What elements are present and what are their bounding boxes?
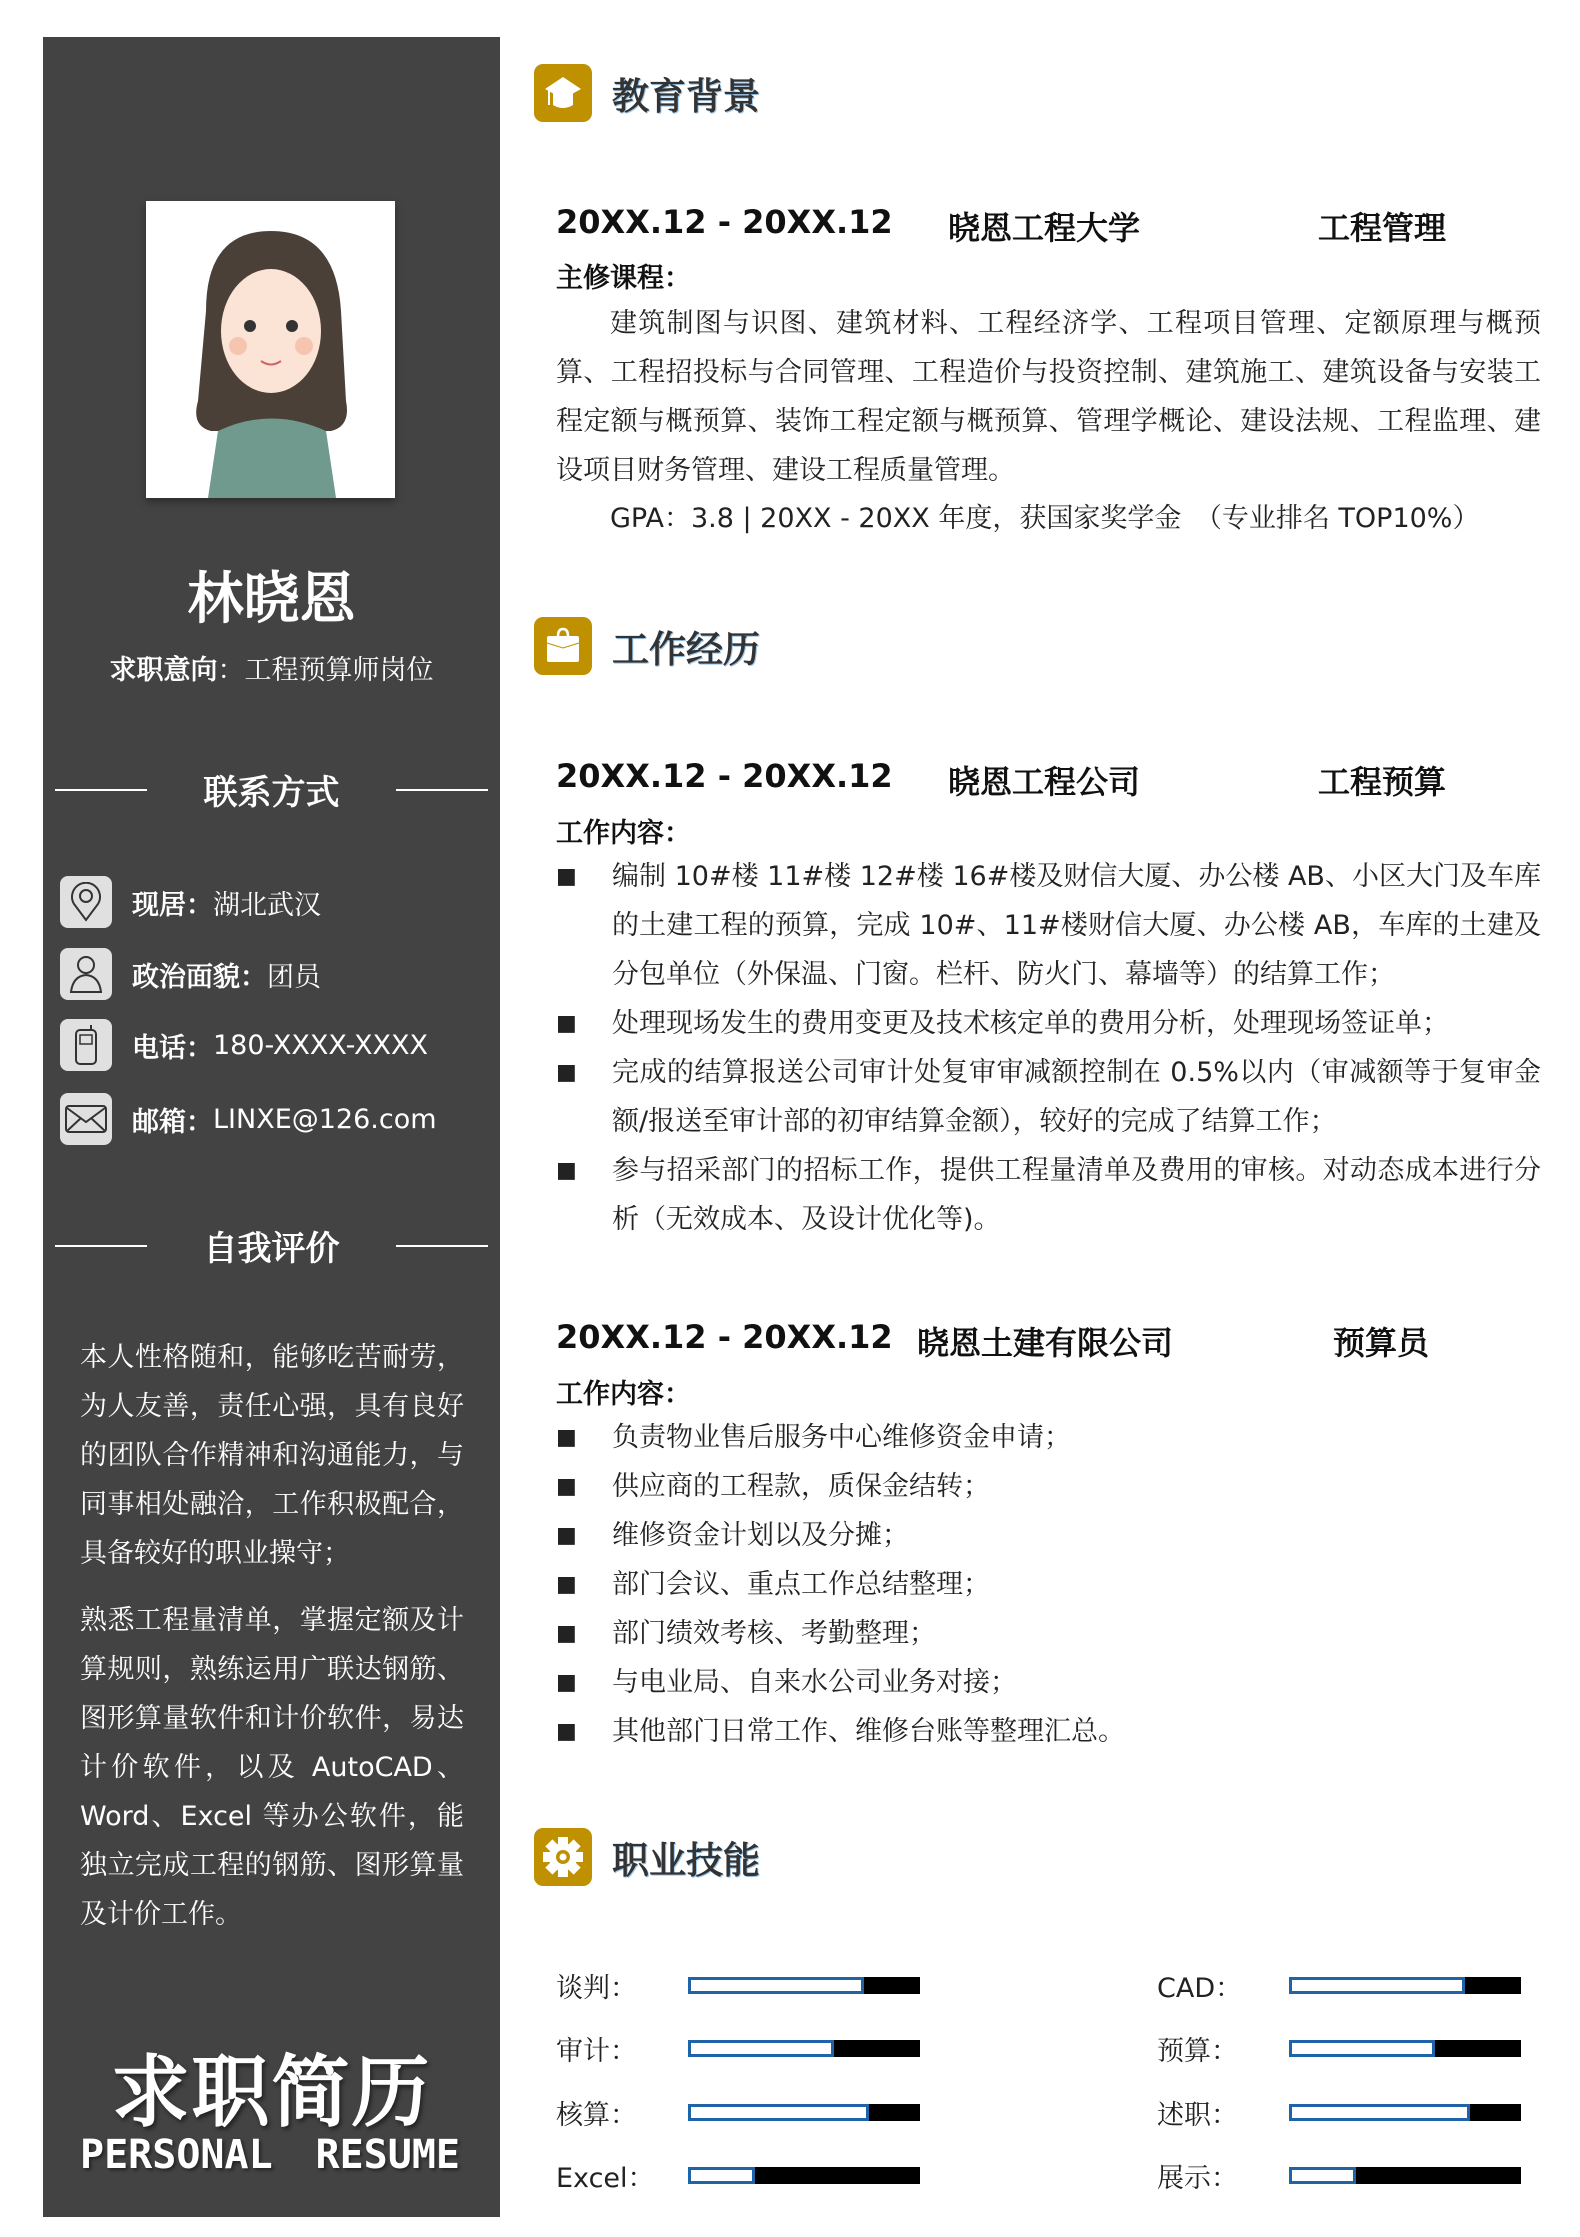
contact-phone: [60, 1019, 428, 1071]
contact-label: 现居：: [132, 889, 213, 921]
candidate-name: 林晓恩: [187, 567, 356, 632]
section-title: 工作经历: [612, 628, 760, 671]
divider: [55, 1245, 147, 1247]
contact-location: [60, 876, 321, 928]
contact-politics: [60, 948, 321, 1000]
skill-bar-fill: [1289, 2040, 1435, 2057]
self-eval-paragraph: 本人性格随和，能够吃苦耐劳，为人友善，责任心强，具有良好的团队合作精神和沟通能力，与同事相处融洽，工作积极配合，具备较好的职业操守；: [80, 1342, 464, 1569]
education-heading: [534, 64, 760, 122]
contact-heading: [55, 765, 488, 814]
job-role: 预算员: [1333, 1324, 1430, 1362]
skill-bar-fill: [688, 1977, 864, 1994]
skills-heading: [534, 1828, 760, 1886]
skill-label: 审计：: [556, 2036, 637, 2067]
phone-icon: [60, 1019, 112, 1071]
skill-label: 述职：: [1157, 2100, 1238, 2131]
skill-row: [1157, 2156, 1521, 2195]
skill-row: [1157, 1966, 1521, 2005]
contact-label: 邮箱：: [132, 1106, 213, 1138]
skill-label: Excel：: [556, 2163, 655, 2194]
contact-email: [60, 1093, 437, 1145]
job-company: 晓恩土建有限公司: [917, 1324, 1174, 1362]
contact-title: 联系方式: [203, 773, 340, 813]
graduation-cap-icon: [534, 64, 592, 122]
duty-item: ■ 供应商的工程款，质保金结转；: [556, 1462, 1541, 1511]
skill-row: [556, 1966, 920, 2005]
duty-item: ■ 维修资金计划以及分摊；: [556, 1511, 1541, 1560]
contact-value: 团员: [267, 961, 321, 993]
profile-photo: [146, 201, 395, 498]
briefcase-icon: [534, 617, 592, 675]
skill-label: 核算：: [556, 2100, 637, 2131]
skill-bar-fill: [1289, 2167, 1356, 2184]
duty-item: ■ 部门绩效考核、考勤整理；: [556, 1609, 1541, 1658]
duty-item: ■ 其他部门日常工作、维修台账等整理汇总。: [556, 1707, 1541, 1756]
duty-item: ■ 处理现场发生的费用变更及技术核定单的费用分析，处理现场签证单；: [556, 999, 1541, 1048]
section-title: 教育背景: [612, 75, 760, 118]
resume-title: 求职简历: [111, 2048, 432, 2138]
contact-value: 湖北武汉: [213, 889, 321, 921]
section-title: 职业技能: [612, 1839, 760, 1882]
skill-bar: [1289, 2040, 1521, 2057]
subtitle-word: PERSONAL: [80, 2132, 273, 2178]
skill-bar: [1289, 2104, 1521, 2121]
job-company: 晓恩工程公司: [948, 763, 1141, 801]
skill-row: [556, 2029, 920, 2068]
person-icon: [60, 948, 112, 1000]
contact-value: LINXE@126.com: [213, 1103, 437, 1135]
duty-item: ■ 负责物业售后服务中心维修资金申请；: [556, 1413, 1541, 1462]
skill-row: [556, 2093, 920, 2132]
self-eval-title: 自我评价: [203, 1229, 340, 1269]
edu-date: 20XX.12 - 20XX.12: [556, 203, 893, 241]
job-duties: [556, 1413, 1541, 1756]
skill-bar-fill: [688, 2040, 834, 2057]
skill-row: [556, 2156, 920, 2195]
mail-icon: [60, 1093, 112, 1145]
skill-label: 谈判：: [556, 1973, 637, 2004]
skill-row: [1157, 2093, 1521, 2132]
skill-bar-fill: [688, 2104, 869, 2121]
contact-label: 政治面貌：: [132, 961, 267, 993]
skill-bar-fill: [1289, 2104, 1470, 2121]
contact-value: 180-XXXX-XXXX: [213, 1029, 428, 1061]
courses-label: 主修课程：: [556, 263, 691, 294]
self-eval-paragraph: 熟悉工程量清单，掌握定额及计算规则，熟练运用广联达钢筋、图形算量软件和计价软件，易达计价软件，以及 AutoCAD、Word、Excel 等办公软件，能独立完成工程的钢筋、图形算量及计价工作。: [80, 1605, 464, 1930]
duty-item: ■ 完成的结算报送公司审计处复审审减额控制在 0.5%以内（审减额等于复审金额/报送至审计部的初审结算金额），较好的完成了结算工作；: [556, 1048, 1541, 1146]
duty-item: ■ 与电业局、自来水公司业务对接；: [556, 1658, 1541, 1707]
skill-bar: [1289, 1977, 1521, 1994]
job-date: 20XX.12 - 20XX.12: [556, 1318, 893, 1356]
skill-bar-fill: [688, 2167, 755, 2184]
edu-major: 工程管理: [1318, 209, 1447, 247]
job-role: 工程预算: [1318, 763, 1447, 801]
gpa-text: GPA：3.8 | 20XX - 20XX 年度，获国家奖学金 （专业排名 TOP10%）: [610, 503, 1480, 534]
resume-subtitle: [80, 2132, 460, 2178]
skill-label: 预算：: [1157, 2036, 1238, 2067]
job-duties: [556, 852, 1541, 1244]
job-content-label: 工作内容：: [556, 818, 691, 849]
skill-bar: [688, 2104, 920, 2121]
duty-item: ■ 编制 10#楼 11#楼 12#楼 16#楼及财信大厦、办公楼 AB、小区大门及车库的土建工程的预算，完成 10#、11#楼财信大厦、办公楼 AB，车库的土建及分包单位（外保温、门窗。栏杆、防火门、幕墙等）的结算工作；: [556, 852, 1541, 999]
gear-icon: [534, 1828, 592, 1886]
job-date: 20XX.12 - 20XX.12: [556, 757, 893, 795]
job-intent-label: 求职意向: [109, 655, 218, 686]
location-pin-icon: [60, 876, 112, 928]
job-intent-value: ：工程预算师岗位: [217, 655, 434, 686]
divider: [55, 789, 147, 791]
skill-label: 展示：: [1157, 2163, 1238, 2194]
courses-text: 建筑制图与识图、建筑材料、工程经济学、工程项目管理、定额原理与概预算、工程招投标与合同管理、工程造价与投资控制、建筑施工、建筑设备与安装工程定额与概预算、装饰工程定额与概预算、管理学概论、建设法规、工程监理、建设项目财务管理、建设工程质量管理。: [556, 308, 1541, 486]
skill-bar: [1289, 2167, 1521, 2184]
skill-bar-fill: [1289, 1977, 1465, 1994]
self-eval-heading: [55, 1221, 488, 1270]
duty-item: ■ 部门会议、重点工作总结整理；: [556, 1560, 1541, 1609]
skill-label: CAD：: [1157, 1973, 1243, 2004]
job-content-label: 工作内容：: [556, 1379, 691, 1410]
skill-bar: [688, 2040, 920, 2057]
duty-item: ■ 参与招采部门的招标工作，提供工程量清单及费用的审核。对动态成本进行分析（无效成本、及设计优化等)。: [556, 1146, 1541, 1244]
work-heading: [534, 617, 760, 675]
contact-label: 电话：: [132, 1032, 213, 1064]
skill-row: [1157, 2029, 1521, 2068]
edu-school: 晓恩工程大学: [948, 209, 1141, 247]
job-intent: [43, 648, 500, 687]
divider: [396, 789, 488, 791]
divider: [396, 1245, 488, 1247]
skill-bar: [688, 2167, 920, 2184]
subtitle-word: RESUME: [315, 2132, 460, 2178]
skill-bar: [688, 1977, 920, 1994]
